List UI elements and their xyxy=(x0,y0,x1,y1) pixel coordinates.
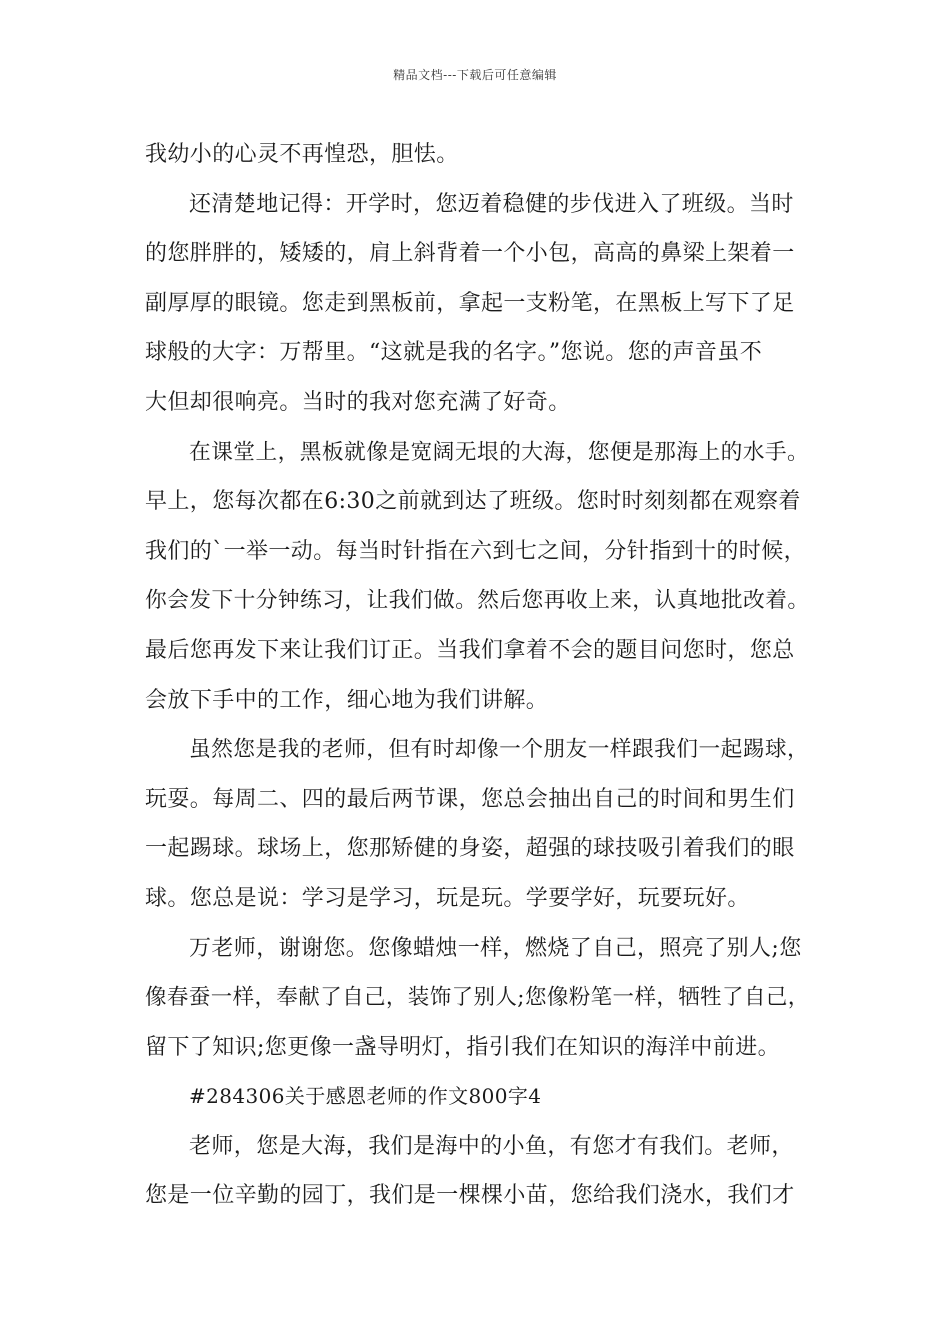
text-line: 一起踢球。球场上，您那矫健的身姿，超强的球技吸引着我们的眼 xyxy=(145,836,795,862)
text-line: 你会发下十分钟练习，让我们做。然后您再收上来，认真地批改着。 xyxy=(145,588,810,614)
text-line: 副厚厚的眼镜。您走到黑板前，拿起一支粉笔，在黑板上写下了足 xyxy=(145,290,795,316)
text-line: 留下了知识;您更像一盏导明灯，指引我们在知识的海洋中前进。 xyxy=(145,1034,781,1060)
text-line: 早上，您每次都在6:30之前就到达了班级。您时时刻刻都在观察着 xyxy=(145,489,801,515)
text-line: 在课堂上，黑板就像是宽阔无垠的大海，您便是那海上的水手。 xyxy=(189,439,810,465)
document-body xyxy=(145,130,810,1221)
text-line: 的您胖胖的，矮矮的，肩上斜背着一个小包，高高的鼻梁上架着一 xyxy=(145,241,795,267)
text-line: 大但却很响亮。当时的我对您充满了好奇。 xyxy=(145,389,571,415)
text-line: 我们的`一举一动。每当时针指在六到七之间，分针指到十的时候， xyxy=(145,538,807,564)
text-line: 还清楚地记得：开学时，您迈着稳健的步伐进入了班级。当时 xyxy=(189,191,794,217)
text-line: 球般的大字：万帮里。“这就是我的名字。”您说。您的声音虽不 xyxy=(145,340,763,366)
text-line: 玩耍。每周二、四的最后两节课，您总会抽出自己的时间和男生们 xyxy=(145,786,795,812)
text-line: 虽然您是我的老师，但有时却像一个朋友一样跟我们一起踢球， xyxy=(189,737,810,763)
text-line: 最后您再发下来让我们订正。当我们拿着不会的题目问您时，您总 xyxy=(145,637,795,663)
section-heading: #284306关于感恩老师的作文800字4 xyxy=(189,1084,542,1109)
text-line: 万老师，谢谢您。您像蜡烛一样，燃烧了自己，照亮了别人;您 xyxy=(189,935,802,961)
text-line: 您是一位辛勤的园丁，我们是一棵棵小苗，您给我们浇水，我们才 xyxy=(145,1183,795,1209)
page-header: 精品文档---下载后可任意编辑 xyxy=(393,68,557,82)
text-line: 我幼小的心灵不再惶恐，胆怯。 xyxy=(145,142,459,167)
text-line: 像春蚕一样，奉献了自己，装饰了别人;您像粉笔一样，牺牲了自己， xyxy=(145,985,810,1011)
text-line: 会放下手中的工作，细心地为我们讲解。 xyxy=(145,687,549,713)
text-line: 球。您总是说：学习是学习，玩是玩。学要学好，玩要玩好。 xyxy=(145,885,750,911)
text-line: 老师，您是大海，我们是海中的小鱼，有您才有我们。老师， xyxy=(189,1133,794,1159)
